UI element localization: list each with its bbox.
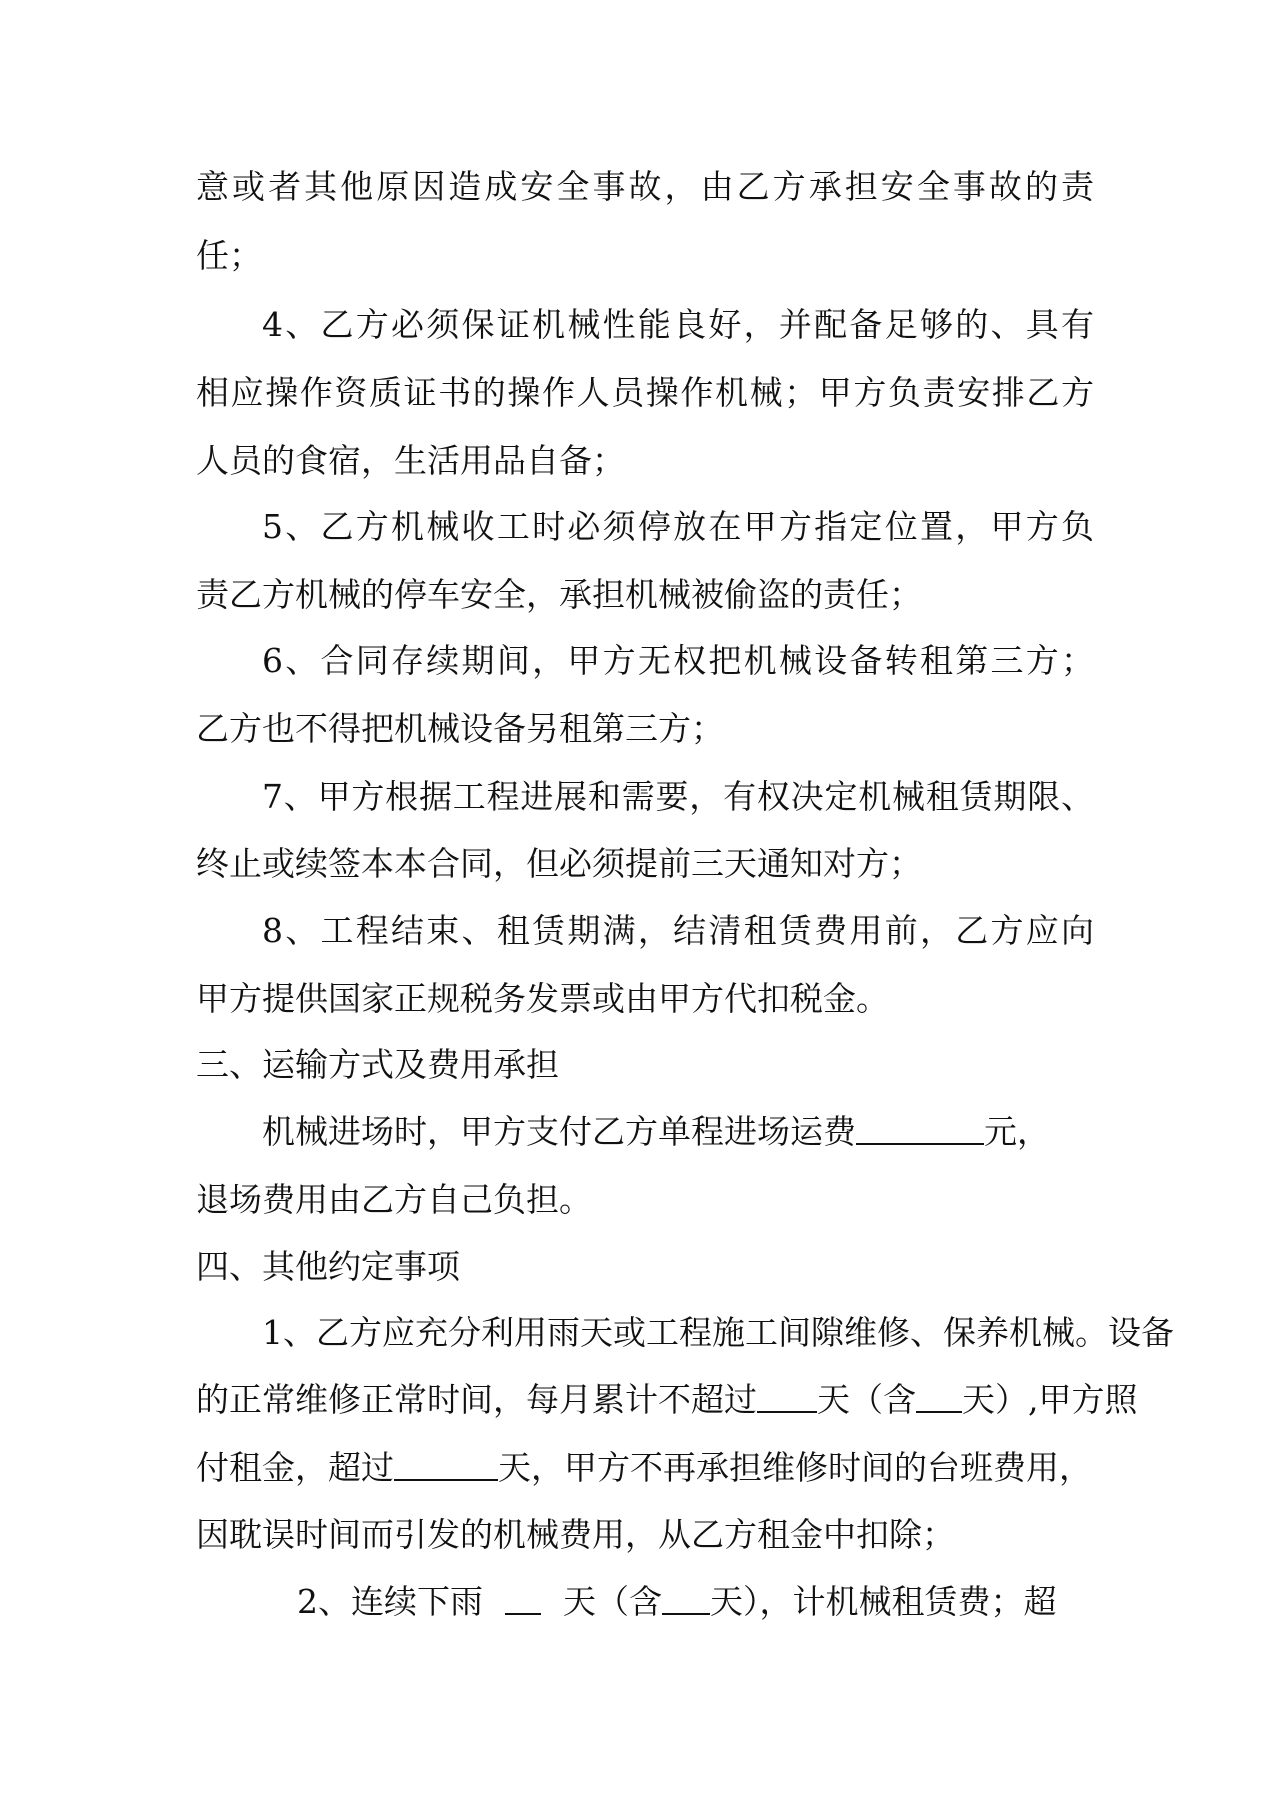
text-line: 终止或续签本本合同，但必须提前三天通知对方； <box>196 844 922 883</box>
text-segment: 元， <box>984 1112 1050 1151</box>
fill-blank[interactable] <box>662 1583 710 1615</box>
text-line: 甲方提供国家正规税务发票或由甲方代扣税金。 <box>196 979 889 1018</box>
text-line: 退场费用由乙方自己负担。 <box>196 1180 592 1219</box>
text-line: 人员的食宿，生活用品自备； <box>196 441 625 480</box>
text-segment: 的正常维修正常时间，每月累计不超过 <box>196 1380 757 1419</box>
text-segment: 天）,甲方照 <box>962 1380 1138 1419</box>
maintenance-excess-line <box>196 1448 1092 1488</box>
fill-blank[interactable] <box>757 1381 817 1413</box>
text-segment: 天），计机械租赁费；超 <box>710 1582 1057 1621</box>
clause-8-line: 8、工程结束、租赁期满，结清租赁费用前，乙方应向 <box>262 911 1094 950</box>
transport-fee-line <box>262 1112 1050 1152</box>
text-line: 因耽误时间而引发的机械费用，从乙方租金中扣除； <box>196 1515 955 1554</box>
other-clause-2-line <box>297 1582 1057 1622</box>
fill-blank[interactable] <box>916 1381 962 1413</box>
fill-blank[interactable] <box>505 1583 541 1615</box>
clause-4-line: 4、乙方必须保证机械性能良好，并配备足够的、具有 <box>262 305 1094 344</box>
text-segment: 天，甲方不再承担维修时间的台班费用， <box>498 1448 1092 1487</box>
text-line: 相应操作资质证书的操作人员操作机械；甲方负责安排乙方 <box>196 373 1094 412</box>
text-line: 意或者其他原因造成安全事故，由乙方承担安全事故的责 <box>196 167 1094 206</box>
clause-7-line: 7、甲方根据工程进展和需要，有权决定机械租赁期限、 <box>262 777 1094 816</box>
fill-blank[interactable] <box>856 1113 984 1145</box>
fill-blank[interactable] <box>394 1449 498 1481</box>
other-clause-1-line: 1、乙方应充分利用雨天或工程施工间隙维修、保养机械。设备 <box>262 1313 1174 1352</box>
text-line: 乙方也不得把机械设备另租第三方； <box>196 709 724 748</box>
text-segment: 天（含 <box>563 1582 662 1621</box>
text-line: 任； <box>196 236 262 275</box>
section-heading-other: 四、其他约定事项 <box>196 1247 460 1286</box>
text-segment: 天（含 <box>817 1380 916 1419</box>
clause-6-line: 6、合同存续期间，甲方无权把机械设备转租第三方； <box>262 641 1094 680</box>
text-segment: 机械进场时，甲方支付乙方单程进场运费 <box>262 1112 856 1151</box>
text-line: 责乙方机械的停车安全，承担机械被偷盗的责任； <box>196 575 922 614</box>
clause-5-line: 5、乙方机械收工时必须停放在甲方指定位置，甲方负 <box>262 507 1094 546</box>
text-segment: 付租金，超过 <box>196 1448 394 1487</box>
text-segment: 2、连续下雨 <box>297 1582 483 1621</box>
section-heading-transport: 三、运输方式及费用承担 <box>196 1045 559 1084</box>
maintenance-days-line <box>196 1380 1138 1420</box>
